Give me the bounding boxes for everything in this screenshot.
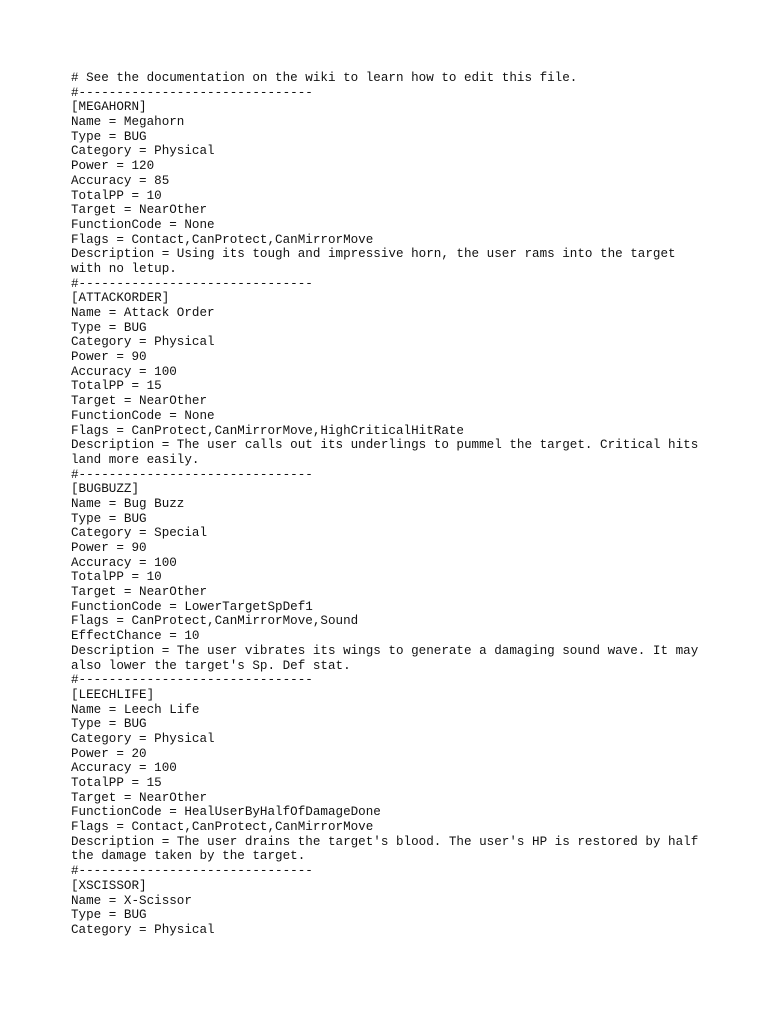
description-line: Description = The user calls out its underlings to pummel the target. Critical hits xyxy=(71,438,699,453)
property-line: Power = 90 xyxy=(71,541,147,555)
property-line: Flags = CanProtect,CanMirrorMove,Sound xyxy=(71,614,359,629)
property-line: Target = NearOther xyxy=(71,790,208,805)
property-line: Category = Special xyxy=(71,526,208,541)
separator-line: #------------------------------- xyxy=(71,276,313,291)
property-line: FunctionCode = LowerTargetSpDef1 xyxy=(71,599,313,614)
property-line: TotalPP = 10 xyxy=(71,570,162,585)
document-page xyxy=(71,71,731,938)
property-line: Target = NearOther xyxy=(71,394,208,409)
comment-line: # See the documentation on the wiki to learn how to edit this file. xyxy=(71,71,578,85)
section-header-xscissor: [XSCISSOR] xyxy=(71,878,147,893)
property-line: Category = Physical xyxy=(71,335,215,350)
property-line: Category = Physical xyxy=(71,731,215,746)
separator-line: #------------------------------- xyxy=(71,673,313,688)
section-header-leechlife: [LEECHLIFE] xyxy=(71,687,155,702)
property-line: Name = Attack Order xyxy=(71,306,215,320)
property-line: Accuracy = 100 xyxy=(71,761,177,776)
section-header-bugbuzz: [BUGBUZZ] xyxy=(71,482,140,497)
description-line: the damage taken by the target. xyxy=(71,849,306,864)
property-line: Power = 20 xyxy=(71,746,147,761)
property-line: Flags = Contact,CanProtect,CanMirrorMove xyxy=(71,232,374,247)
separator-line: #------------------------------- xyxy=(71,85,313,100)
description-line: Description = Using its tough and impressive horn, the user rams into the target xyxy=(71,247,676,262)
property-line: Type = BUG xyxy=(71,129,147,144)
property-line: EffectChance = 10 xyxy=(71,629,200,644)
property-line: FunctionCode = HealUserByHalfOfDamageDone xyxy=(71,805,381,820)
property-line: Category = Physical xyxy=(71,922,215,937)
property-line: Name = Bug Buzz xyxy=(71,496,185,511)
property-line: Name = X-Scissor xyxy=(71,893,192,908)
property-line: TotalPP = 15 xyxy=(71,379,162,394)
property-line: Type = BUG xyxy=(71,717,147,732)
property-line: Name = Leech Life xyxy=(71,702,200,717)
property-line: Accuracy = 100 xyxy=(71,555,177,570)
property-line: Flags = Contact,CanProtect,CanMirrorMove xyxy=(71,820,374,835)
property-line: TotalPP = 10 xyxy=(71,188,162,203)
property-line: Target = NearOther xyxy=(71,585,208,600)
description-line: Description = The user drains the target's blood. The user's HP is restored by half xyxy=(71,834,699,849)
property-line: Category = Physical xyxy=(71,144,215,159)
section-header-megahorn: [MEGAHORN] xyxy=(71,100,147,115)
property-line: FunctionCode = None xyxy=(71,217,215,232)
property-line: Accuracy = 85 xyxy=(71,173,170,188)
property-line: TotalPP = 15 xyxy=(71,776,162,790)
property-line: Type = BUG xyxy=(71,511,147,526)
property-line: Type = BUG xyxy=(71,908,147,923)
property-line: Name = Megahorn xyxy=(71,115,185,130)
property-line: Power = 120 xyxy=(71,159,155,174)
section-header-attackorder: [ATTACKORDER] xyxy=(71,291,170,306)
property-line: Type = BUG xyxy=(71,320,147,335)
property-line: Accuracy = 100 xyxy=(71,364,177,379)
separator-line: #------------------------------- xyxy=(71,467,313,482)
description-line: with no letup. xyxy=(71,261,177,276)
description-line: land more easily. xyxy=(71,452,200,467)
property-line: Target = NearOther xyxy=(71,203,208,218)
property-line: Flags = CanProtect,CanMirrorMove,HighCriticalHitRate xyxy=(71,423,464,438)
property-line: Power = 90 xyxy=(71,350,147,365)
separator-line: #------------------------------- xyxy=(71,864,313,879)
property-line: FunctionCode = None xyxy=(71,408,215,423)
description-line: Description = The user vibrates its wings to generate a damaging sound wave. It may xyxy=(71,643,699,658)
description-line: also lower the target's Sp. Def stat. xyxy=(71,658,351,673)
